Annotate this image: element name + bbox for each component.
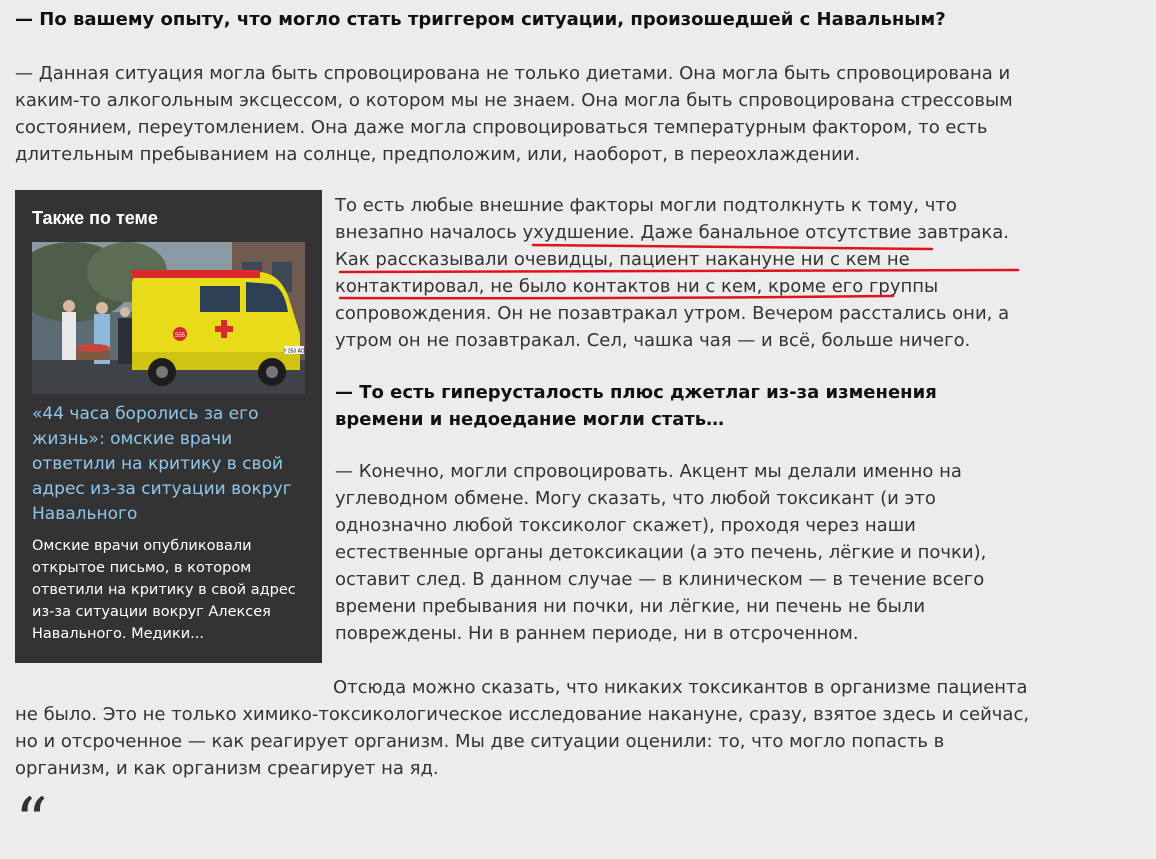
paragraph-3	[15, 674, 1045, 782]
related-photo[interactable]	[32, 242, 305, 394]
question-2: — То есть гиперусталость плюс джетлаг из-за изменения времени и недоедание могли стать…	[335, 382, 937, 430]
photo-plate-number: У 253 АО	[283, 348, 305, 355]
paragraph-2	[335, 192, 1035, 354]
paragraph-2-end: Он не позавтракал утром. Вечером расстались они, а утром он не позавтракал. Сел, чашка чая — и всё, больше ничего.	[335, 303, 1010, 351]
answer-1: — Данная ситуация могла быть спровоцирована не только диетами. Она могла быть спровоцирована и каким-то алкогольным эксцессом, о котором мы не знаем. Она могла быть спровоцирована стрессовым состоянием, переутомлением. Она даже могла спровоцироваться температурным фактором, то есть длительным пребыванием на солнце, предположим, или, наоборот, в переохлаждении.	[15, 63, 1013, 165]
question-1: — По вашему опыту, что могло стать триггером ситуации, произошедшей с Навальным?	[15, 9, 946, 30]
photo-side-number: 555	[174, 333, 186, 339]
quote-mark: “	[15, 785, 48, 859]
answer-2: — Конечно, могли спровоцировать. Акцент мы делали именно на углеводном обмене. Могу сказать, что любой токсикант (и это однозначно любой токсиколог скажет), проходя через наши естественные органы детоксикации (а это печень, лёгкие и почки), оставит след. В данном случае — в клиническом — в течение всего времени пребывания ни почки, ни лёгкие, ни печень не были повреждены. Ни в раннем периоде, ни в отсроченном.	[335, 461, 987, 644]
related-block	[15, 190, 322, 663]
related-description: Омские врачи опубликовали открытое письмо, в котором ответили на критику в свой адрес из-за ситуации вокруг Алексея Навального. Медики...	[32, 538, 296, 642]
related-title: Также по теме	[32, 208, 158, 228]
related-article-link[interactable]: «44 часа боролись за его жизнь»: омские врачи ответили на критику в свой адрес из-за ситуации вокруг Навального	[32, 404, 292, 524]
paragraph-2-highlight: Даже банальное отсутствие завтрака. Как рассказывали очевидцы, пациент накануне ни с кем не контактировал, не было контактов ни с кем, кроме его группы сопровождения.	[335, 222, 1009, 324]
paragraph-2-start: То есть любые внешние факторы могли подтолкнуть к тому, что внезапно началось ухудшение.	[335, 195, 957, 243]
paragraph-3-text: Отсюда можно сказать, что никаких токсикантов в организме пациента не было. Это не только химико-токсикологическое исследование накануне, сразу, взятое здесь и сейчас, но и отсроченное — как реагирует организм. Мы две ситуации оценили: то, что могло попасть в организм, и как организм среагирует на яд.	[15, 677, 1030, 779]
